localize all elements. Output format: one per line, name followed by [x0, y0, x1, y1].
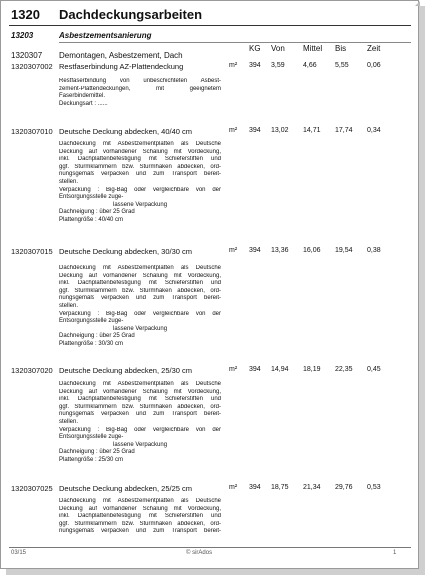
position-time: 0,38	[367, 247, 381, 254]
description-line: lassene Verpackung	[113, 441, 168, 448]
position-unit: m²	[229, 127, 238, 134]
description-line: inkl. Dachplattenbefestigung mit Schieferstiften und	[59, 280, 221, 287]
position-price-mittel: 16,06	[303, 247, 321, 254]
position-time: 0,53	[367, 484, 381, 491]
position-title: Deutsche Deckung abdecken, 25/25 cm	[59, 484, 192, 493]
position-unit: m²	[229, 62, 238, 69]
description-line: ggf. Sturmklammern bzw. Sturmhaken abdecken, ord-	[59, 403, 221, 410]
footer-page-number: 1	[393, 550, 397, 556]
column-header-mittel: Mittel	[303, 44, 323, 53]
position-description	[59, 498, 221, 536]
page-shadow-bottom	[6, 569, 425, 575]
position-title: Deutsche Deckung abdecken, 25/30 cm	[59, 366, 192, 375]
description-line: Verpackung : Big-Bag oder vergleichbare von der	[59, 426, 221, 433]
page-corner	[415, 1, 420, 6]
position-price-von: 13,36	[271, 247, 289, 254]
description-line: Verpackung : Big-Bag oder vergleichbare von der	[59, 310, 221, 317]
description-line: inkl. Dachplattenbefestigung mit Schieferstiften und	[59, 156, 221, 163]
position-kg: 394	[249, 247, 261, 254]
description-line: stellen.	[59, 178, 79, 185]
column-header-von: Von	[271, 44, 285, 53]
position-time: 0,34	[367, 127, 381, 134]
section-title: Dachdeckungsarbeiten	[59, 7, 203, 22]
description-line: Dachdeckung mit Asbestzementplatten als Deutsche	[59, 498, 221, 504]
description-line: nungsgemäß verpacken und zum Transport bereit-	[59, 411, 221, 418]
position-kg: 394	[249, 127, 261, 134]
position-number: 1320307010	[11, 127, 53, 136]
position-price-bis: 19,54	[335, 247, 353, 254]
description-line: Deckungsart : ......	[59, 100, 108, 107]
description-line: ggf. Sturmklammern bzw. Sturmhaken abdecken, ord-	[59, 163, 221, 170]
subsection-number: 13203	[11, 31, 34, 40]
position-description	[59, 78, 221, 108]
description-line: Faserbindemittel.	[59, 93, 106, 100]
position-price-von: 13,02	[271, 127, 289, 134]
position-kg: 394	[249, 484, 261, 491]
description-line: Entsorgungsstelle zuge-	[59, 434, 124, 441]
description-line: Deckung auf vorhandener Schalung mit Vordeckung,	[59, 272, 221, 279]
description-line: ggf. Sturmklammern bzw. Sturmhaken abdecken, ord-	[59, 520, 221, 527]
position-price-bis: 22,35	[335, 366, 353, 373]
position-price-von: 18,75	[271, 484, 289, 491]
description-line: nungsgemäß verpacken und zum Transport bereit-	[59, 171, 221, 178]
description-line: Verpackung : Big-Bag oder vergleichbare von der	[59, 186, 221, 193]
position-unit: m²	[229, 247, 238, 254]
position-time: 0,06	[367, 62, 381, 69]
group-number: 1320307	[11, 51, 43, 60]
description-line: inkl. Dachplattenbefestigung mit Schieferstiften und	[59, 396, 221, 403]
position-number: 1320307002	[11, 62, 53, 71]
description-line: Deckung auf vorhandener Schalung mit Vordeckung,	[59, 148, 221, 155]
position-unit: m²	[229, 366, 238, 373]
position-price-mittel: 21,34	[303, 484, 321, 491]
description-line: Dachneigung : über 25 Grad	[59, 333, 135, 340]
description-line: lassene Verpackung	[113, 201, 168, 208]
position-price-bis: 5,55	[335, 62, 349, 69]
subsection-title: Asbestzementsanierung	[59, 31, 152, 40]
column-header-kg: KG	[249, 44, 261, 53]
position-title: Restfaserbindung AZ-Plattendeckung	[59, 62, 184, 71]
position-description	[59, 381, 221, 465]
description-line: zement-Plattendeckungen, mit geeignetem	[59, 85, 221, 92]
description-line: Dachdeckung mit Asbestzementplatten als Deutsche	[59, 381, 221, 387]
group-title: Demontagen, Asbestzement, Dach	[59, 51, 183, 60]
position-kg: 394	[249, 62, 261, 69]
position-kg: 394	[249, 366, 261, 373]
column-header-zeit: Zeit	[367, 44, 381, 53]
section-number: 1320	[11, 7, 40, 22]
position-number: 1320307015	[11, 247, 53, 256]
description-line: inkl. Dachplattenbefestigung mit Schieferstiften und	[59, 513, 221, 520]
description-line: stellen.	[59, 418, 79, 425]
position-description	[59, 141, 221, 225]
subsection-divider	[59, 42, 411, 43]
footer-divider	[9, 547, 411, 548]
position-price-von: 14,94	[271, 366, 289, 373]
description-line: Plattengröße : 25/30 cm	[59, 456, 124, 463]
position-price-mittel: 14,71	[303, 127, 321, 134]
position-title: Deutsche Deckung abdecken, 30/30 cm	[59, 247, 192, 256]
description-line: Entsorgungsstelle zuge-	[59, 194, 124, 201]
description-line: Entsorgungsstelle zuge-	[59, 318, 124, 325]
description-line: Dachneigung : über 25 Grad	[59, 449, 135, 456]
position-description	[59, 265, 221, 349]
description-line: Deckung auf vorhandener Schalung mit Vordeckung,	[59, 388, 221, 395]
description-line: Deckung auf vorhandener Schalung mit Vordeckung,	[59, 505, 221, 512]
description-line: Plattengröße : 40/40 cm	[59, 216, 124, 223]
description-line: Dachdeckung mit Asbestzementplatten als Deutsche	[59, 265, 221, 271]
position-price-mittel: 4,66	[303, 62, 317, 69]
column-header-bis: Bis	[335, 44, 347, 53]
description-line: nungsgemäß verpacken und zum Transport bereit-	[59, 295, 221, 302]
footer-date: 03/15	[11, 550, 27, 556]
section-divider	[9, 25, 411, 26]
page-shadow-right	[419, 6, 425, 574]
description-line: Restfaserbindung von unbeschichteten Asbest-	[59, 78, 221, 84]
position-number: 1320307025	[11, 484, 53, 493]
description-line: Plattengröße : 30/30 cm	[59, 340, 124, 347]
description-line: nungsgemäß verpacken und zum Transport bereit-	[59, 528, 221, 535]
position-price-bis: 29,76	[335, 484, 353, 491]
description-line: lassene Verpackung	[113, 325, 168, 332]
position-title: Deutsche Deckung abdecken, 40/40 cm	[59, 127, 192, 136]
description-line: Dachdeckung mit Asbestzementplatten als Deutsche	[59, 141, 221, 147]
description-line: ggf. Sturmklammern bzw. Sturmhaken abdecken, ord-	[59, 287, 221, 294]
position-unit: m²	[229, 484, 238, 491]
position-price-mittel: 18,19	[303, 366, 321, 373]
description-line: stellen.	[59, 302, 79, 309]
description-line: Dachneigung : über 25 Grad	[59, 209, 135, 216]
position-time: 0,45	[367, 366, 381, 373]
position-price-von: 3,59	[271, 62, 285, 69]
footer-copyright: © sirAdos	[186, 550, 213, 556]
position-price-bis: 17,74	[335, 127, 353, 134]
position-number: 1320307020	[11, 366, 53, 375]
